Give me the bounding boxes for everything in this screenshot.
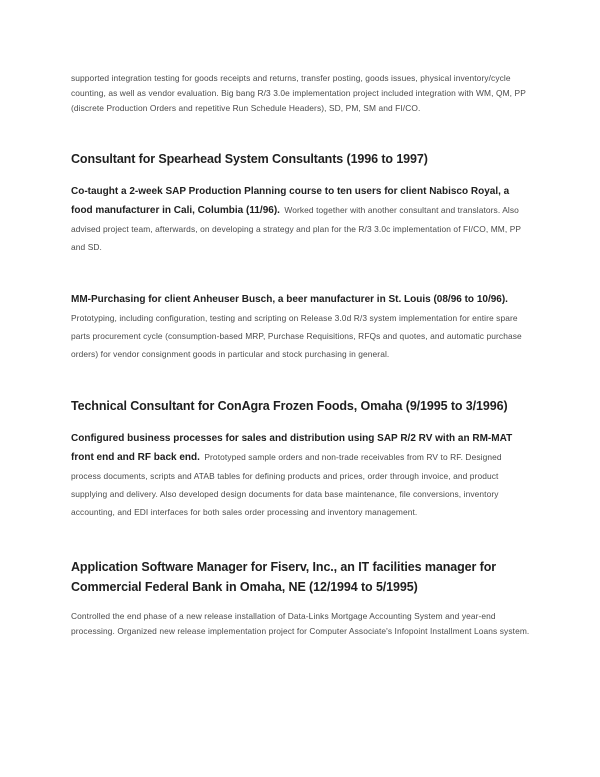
anheuser-paragraph (71, 289, 531, 362)
conagra-body: Prototyped sample orders and non-trade receivables from RV to RF. Designed process documents, scripts and ATAB tables for defining products and prices, order through invoice, and product supplying and delivery. Also developed design documents for data base maintenance, file conversions, inventory accounting, and EDI interfaces for both sales order processing and inventory management. (71, 452, 502, 517)
fiserv-paragraph: Controlled the end phase of a new release installation of Data-Links Mortgage Accounting System and year-end processing. Organized new release implementation project for Computer Associate's Infopoint Installment Loans system. (71, 611, 530, 636)
anheuser-lead: MM-Purchasing for client Anheuser Busch, a beer manufacturer in St. Louis (08/96 to 10/96). (71, 294, 508, 305)
conagra-paragraph (71, 428, 531, 520)
nabisco-body: Worked together with another consultant and translators. Also advised project team, afterwards, on developing a strategy and plan for the R/3 3.0c implementation of FI/CO, MM, PP and SD. (71, 205, 521, 252)
section-heading-conagra: Technical Consultant for ConAgra Frozen Foods, Omaha (9/1995 to 3/1996) (71, 399, 508, 413)
nabisco-lead: Co-taught a 2-week SAP Production Planning course to ten users for client Nabisco Royal, a food manufacturer in Cali, Columbia (11/96). (71, 186, 510, 216)
section-heading-fiserv: Application Software Manager for Fiserv, Inc., an IT facilities manager for Commercial Federal Bank in Omaha, NE (12/1994 to 5/1995) (71, 560, 497, 594)
anheuser-body: Prototyping, including configuration, testing and scripting on Release 3.0d R/3 system implementation for entire spare parts procurement cycle (consumption-based MRP, Purchase Requisitions, RFQs and quotes, and automatic purchase orders) for vendor consignment goods in particular and stock purchasing in general. (71, 313, 522, 359)
intro-paragraph: supported integration testing for goods receipts and returns, transfer posting, goods issues, physical inventory/cycle counting, as well as vendor evaluation. Big bang R/3 3.0e implementation project included integration with WM, QM, PP (discrete Production Orders and repetitive Run Schedule Headers), SD, PM, SM and FI/CO. (71, 73, 526, 113)
nabisco-paragraph (71, 181, 531, 255)
resume-content (71, 71, 531, 639)
conagra-lead: Configured business processes for sales and distribution using SAP R/2 RV with an RM-MAT front end and RF back end. (71, 433, 513, 463)
section-heading-spearhead: Consultant for Spearhead System Consultants (1996 to 1997) (71, 152, 428, 166)
